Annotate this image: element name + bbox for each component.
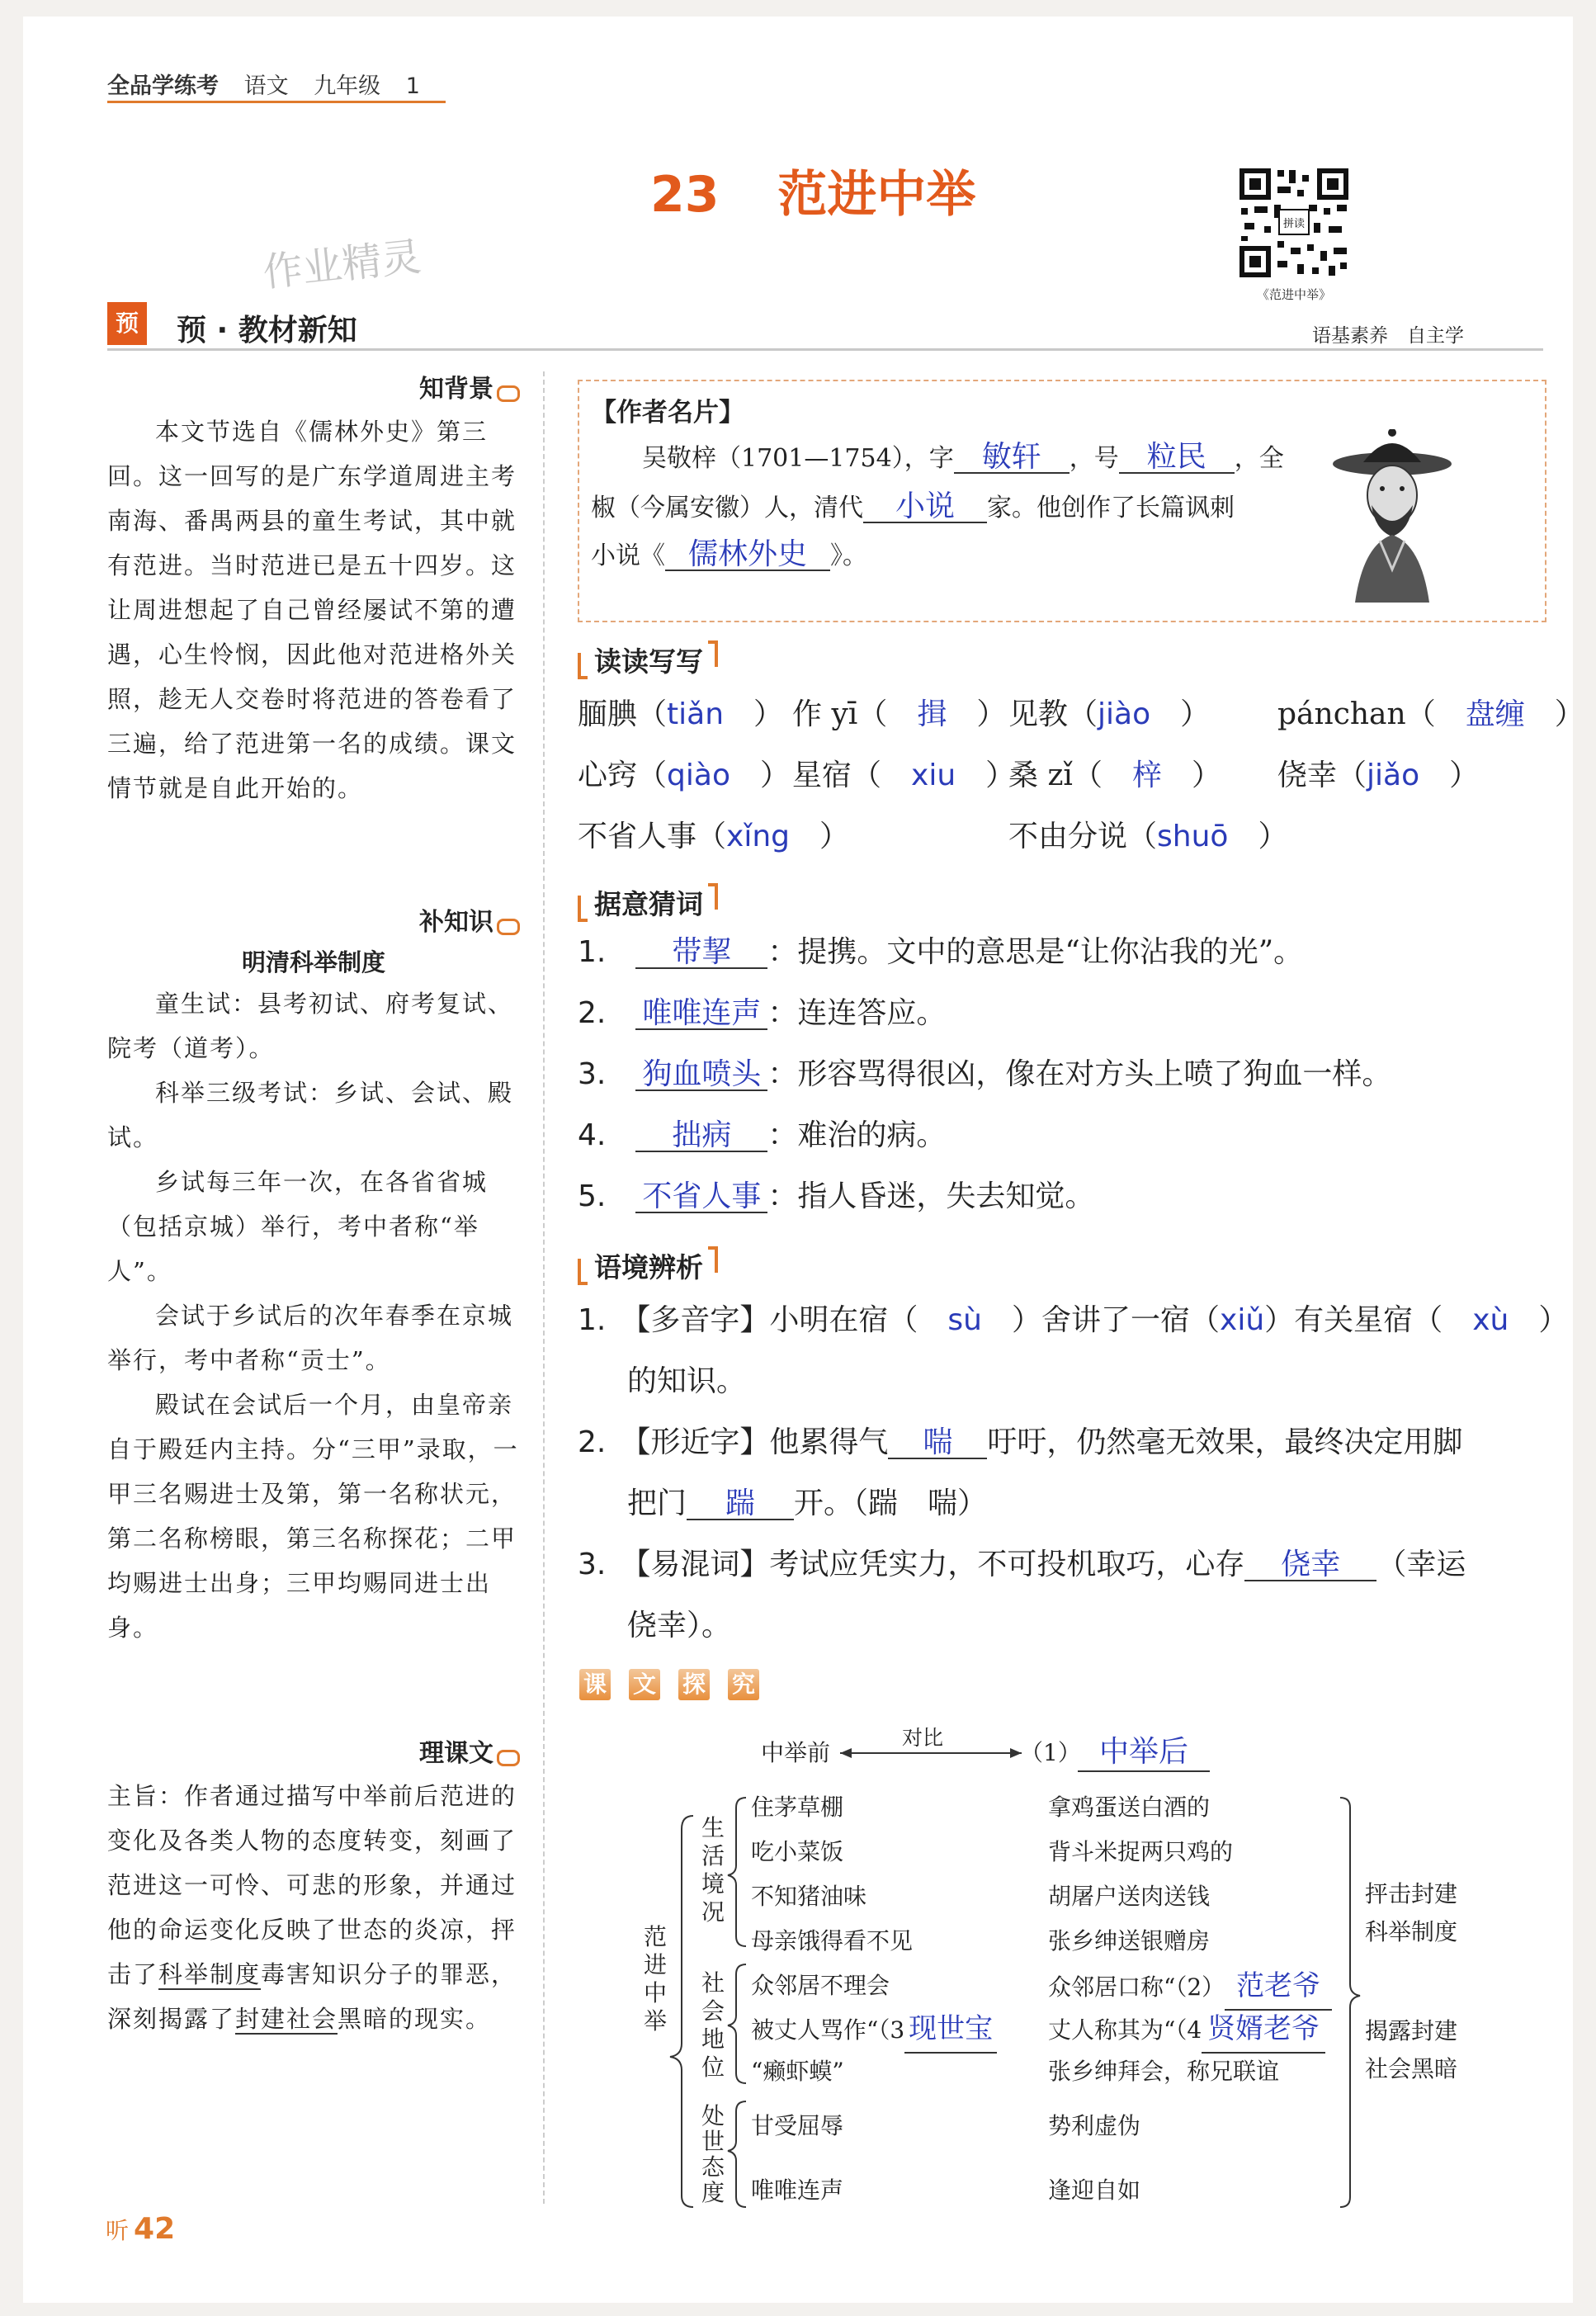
subject: 语文	[243, 73, 289, 99]
watermark: 作业精灵	[261, 234, 423, 296]
sidebar-li-text: 主旨：作者通过描写中举前后范进的变化及各类人物的态度转变，刻画了范进这一可怜、可悲的形象，并通过他的命运变化反映了世态的炎凉，抨击了科举制度毒害知识分子的罪恶，深刻揭露了封建社会黑暗的现实。	[107, 1782, 517, 2033]
sidebar-bu-heading: 补知识	[107, 901, 520, 938]
yujing-item-1-cont: 的知识。	[627, 1364, 747, 1398]
attitude-right-1: 势利虚伪	[1048, 2112, 1141, 2139]
answer-tian: tiǎn	[667, 697, 725, 731]
answer-fanlaoye: 范老爷	[1236, 1969, 1321, 2002]
author-heading: 【作者名片】	[591, 398, 744, 428]
author-card	[578, 380, 1546, 622]
sidebar-bu-p5: 殿试在会试后一个月，由皇帝亲自于殿廷内主持。分“三甲”录取，一甲三名赐进士及第，第一名称状元，第二名称榜眼，第三名称探花；二甲均赐进士出身；三甲均赐同进士出身。	[107, 1391, 519, 1642]
sidebar-bg-text: 本文节选自《儒林外史》第三回。这一回写的是广东学道周进主考南海、番禺两县的童生考试，其中就有范进。当时范进已是五十四岁。这让周进想起了自己曾经屡试不第的遭遇，心生怜悯，因此他对范进格外关照，趁无人交卷时将范进的答卷看了三遍，给了范进第一名的成绩。课文情节就是自此开始的。	[107, 418, 517, 802]
result-2: 揭露封建社会黑暗	[1365, 2017, 1458, 2082]
column-divider	[543, 371, 545, 2204]
yujing-section	[578, 1246, 1569, 1657]
page	[23, 17, 1584, 2303]
answer-xianshibao: 现世宝	[909, 2012, 994, 2045]
header-rule	[107, 101, 446, 103]
sidebar-bu-p3: 乡试每三年一次，在各省省城（包括京城）举行，考中者称“举人”。	[107, 1168, 489, 1285]
answer-xiu: xiu	[911, 759, 956, 792]
life-left-1: 住茅草棚	[751, 1794, 844, 1821]
answer-panchan: 盘缠	[1465, 697, 1525, 731]
author-line-1: 吴敬梓（1701—1754），字 敏轩 ，号 粒民 ，全	[642, 440, 1284, 474]
banner-icon: 预	[107, 302, 147, 345]
answer-zi: 敏轩	[981, 440, 1041, 474]
answer-zi-char: 梓	[1131, 759, 1162, 792]
status-right-2: 丈人称其为“（4 贤婿老爷	[1048, 2007, 1325, 2054]
dudu-row-1: 腼腆（tiǎn ） 作 yī（ 揖 ） 见教（jiào ） pánchan（ 盘缠 ）	[578, 697, 1584, 731]
banner-rule	[107, 348, 1543, 351]
yujing-item-2-cont: 把门 踹 开。（踹 喘）	[627, 1486, 988, 1520]
qr-code-icon	[1236, 165, 1352, 281]
sidebar-bu-p1: 童生试：县考初试、府考复试、院考（道考）。	[107, 990, 514, 1062]
answer-hao: 粒民	[1146, 440, 1206, 474]
underline-fengjian: 封建社会	[235, 2005, 338, 2033]
kewen-diagram	[634, 1717, 1558, 2229]
diagram-after: 中举后	[1078, 1728, 1210, 1772]
sidebar-bg-heading: 知背景	[107, 368, 520, 404]
life-right-1: 拿鸡蛋送白酒的	[1048, 1794, 1211, 1821]
status-left-3: “癞虾蟆”	[751, 2058, 844, 2085]
sidebar-bu-subtitle: 明清科举制度	[241, 948, 385, 976]
dudu-row-3: 不省人事（xǐng ） 不由分说（shuō ）	[578, 820, 1288, 853]
attitude-left-1: 甘受屈辱	[751, 2112, 844, 2139]
underline-keju: 科举制度	[158, 1960, 262, 1988]
status-right-1: 众邻居口称“（2） 范老爷	[1048, 1964, 1332, 2011]
diagram-contrast: 对比	[902, 1726, 944, 1750]
section-banner	[107, 302, 1543, 352]
status-left-2: 被丈人骂作“（3 现世宝	[751, 2007, 997, 2054]
answer-qiao: qiào	[667, 759, 730, 792]
yujing-item-3: 3. 【易混词】考试应凭实力，不可投机取巧，心存 侥幸 （幸运	[578, 1548, 1466, 1581]
qr-code[interactable]	[1236, 165, 1352, 281]
attitude-right-2: 逢迎自如	[1048, 2177, 1141, 2204]
author-line-3: 小说《 儒林外史 》。	[591, 537, 867, 571]
sidebar-li-heading: 理课文	[107, 1732, 520, 1769]
status-left-1: 众邻居不理会	[751, 1972, 890, 1999]
sidebar-bu-p4: 会试于乡试后的次年春季在京城举行，考中者称“贡士”。	[107, 1302, 514, 1374]
cat-status-label: 社会地位	[701, 1969, 725, 2081]
attitude-left-2: 唯唯连声	[751, 2177, 844, 2204]
dudu-heading: 读读写写	[578, 640, 1551, 679]
juyi-item-4: 4. 拙病 ：难治的病。	[578, 1118, 947, 1152]
life-left-4: 母亲饿得看不见	[751, 1927, 914, 1954]
answer-yi: 揖	[917, 697, 947, 731]
lesson-number: 23	[650, 166, 720, 224]
qr-center-text: 拼读	[1282, 218, 1306, 230]
diagram-before: 中举前	[761, 1739, 831, 1766]
author-line-2: 椒（今属安徽）人，清代 小说 家。他创作了长篇讽刺	[591, 489, 1235, 523]
result-1: 抨击封建科举制度	[1365, 1880, 1458, 1945]
diagram-root: 范进中举	[644, 1923, 668, 2035]
kewen-tiles: 课 文 探 究	[579, 1669, 777, 1700]
page-header	[107, 68, 420, 100]
juyi-section	[578, 883, 1551, 1227]
status-right-3: 张乡绅拜会，称兄联谊	[1048, 2058, 1280, 2085]
juyi-item-2: 2. 唯唯连声 ：连连答应。	[578, 996, 947, 1030]
banner-label: 预 · 教材新知	[177, 314, 357, 347]
banner-right: 语基素养 自主学	[1312, 325, 1464, 347]
dudu-section	[578, 640, 1584, 867]
juyi-item-3: 3. 狗血喷头 ：形容骂得很凶，像在对方头上喷了狗血一样。	[578, 1057, 1392, 1091]
juyi-item-1: 1. 带挈 ：提携。文中的意思是“让你沾我的光”。	[578, 935, 1304, 969]
grade: 九年级	[314, 73, 381, 99]
volume: 1	[405, 73, 420, 99]
series-name: 全品学练考	[107, 73, 219, 99]
cat-attitude-label: 处世态度	[701, 2102, 725, 2206]
yujing-heading: 语境辨析	[578, 1246, 1551, 1285]
cat-life-label: 生活境况	[701, 1814, 725, 1926]
answer-work: 儒林外史	[687, 537, 807, 571]
yujing-item-1: 1. 【多音字】小明在宿（ sù ）舍讲了一宿（xiǔ）有关星宿（ xù ）	[578, 1303, 1569, 1337]
answer-shuo: shuō	[1157, 820, 1229, 853]
life-right-2: 背斗米捉两只鸡的	[1048, 1838, 1234, 1865]
life-left-3: 不知猪油味	[751, 1883, 867, 1910]
juyi-heading: 据意猜词	[578, 883, 1551, 922]
diagram-after-number: （1）	[1020, 1739, 1081, 1766]
life-left-2: 吃小菜饭	[751, 1838, 844, 1865]
juyi-item-5: 5. 不省人事 ：指人昏迷，失去知觉。	[578, 1179, 1095, 1213]
page-number: 听 42	[106, 2212, 176, 2246]
qr-caption: 《范进中举》	[1256, 287, 1331, 302]
lesson-title	[650, 155, 975, 226]
lesson-name: 范进中举	[777, 166, 976, 224]
answer-genre: 小说	[895, 489, 955, 523]
yujing-item-3-cont: 侥幸）。	[627, 1609, 732, 1642]
answer-xing: xǐng	[726, 820, 791, 853]
answer-xianxu: 贤婿老爷	[1207, 2012, 1320, 2045]
dudu-row-2: 心窍（qiào ） 星宿（ xiu ） 桑 zǐ（ 梓 ） 侥幸（jiǎo ）	[578, 759, 1480, 792]
author-portrait	[1330, 429, 1454, 603]
answer-jiao: jiào	[1098, 697, 1151, 731]
yujing-item-2: 2. 【形近字】他累得气 喘 吁吁，仍然毫无效果，最终决定用脚	[578, 1425, 1463, 1459]
sidebar-bu-p2: 科举三级考试：乡试、会试、殿试。	[107, 1079, 514, 1151]
life-right-3: 胡屠户送肉送钱	[1048, 1883, 1211, 1910]
life-right-4: 张乡绅送银赠房	[1048, 1927, 1211, 1954]
answer-jiao2: jiǎo	[1367, 759, 1420, 792]
sidebar	[107, 368, 520, 2041]
